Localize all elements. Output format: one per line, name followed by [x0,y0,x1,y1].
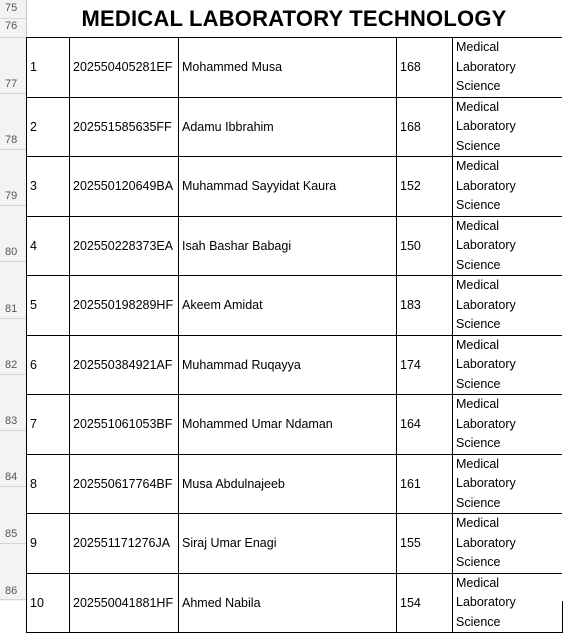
table-row [27,97,563,157]
score-cell[interactable]: 150 [397,216,453,276]
table-row [27,335,563,395]
registration-number-cell[interactable]: 202551171276JA [70,514,179,574]
candidate-name-cell[interactable]: Ahmed Nabila [179,573,397,633]
serial-number-cell[interactable]: 4 [27,216,70,276]
registration-number-cell[interactable]: 202550041881HF [70,573,179,633]
serial-number-cell[interactable]: 8 [27,454,70,514]
score-cell[interactable]: 152 [397,157,453,217]
candidate-name-cell[interactable]: Musa Abdulnajeeb [179,454,397,514]
sheet-title[interactable]: MEDICAL LABORATORY TECHNOLOGY [81,6,507,31]
course-cell[interactable]: Medical Laboratory Science [453,335,563,395]
registration-number-cell[interactable]: 202551061053BF [70,395,179,455]
serial-number-cell[interactable]: 7 [27,395,70,455]
row-header-column [0,0,27,601]
sheet-right-margin [562,0,586,601]
registration-number-cell[interactable]: 202550617764BF [70,454,179,514]
row-divider [0,430,26,431]
table-row [27,454,563,514]
candidate-name-cell[interactable]: Mohammed Umar Ndaman [179,395,397,455]
serial-number-cell[interactable]: 6 [27,335,70,395]
row-header[interactable]: 80 [5,246,18,258]
course-cell[interactable]: Medical Laboratory Science [453,157,563,217]
score-cell[interactable]: 155 [397,514,453,574]
row-header[interactable]: 77 [5,78,18,90]
score-cell[interactable]: 154 [397,573,453,633]
score-cell[interactable]: 168 [397,38,453,98]
row-header[interactable]: 75 [5,2,18,14]
score-cell[interactable]: 164 [397,395,453,455]
registration-number-cell[interactable]: 202550405281EF [70,38,179,98]
registration-number-cell[interactable]: 202550384921AF [70,335,179,395]
row-divider [0,149,26,150]
row-header[interactable]: 83 [5,415,18,427]
table-row [27,157,563,217]
table-row [27,38,563,98]
registration-number-cell[interactable]: 202550198289HF [70,276,179,336]
row-header[interactable]: 85 [5,528,18,540]
course-cell[interactable]: Medical Laboratory Science [453,514,563,574]
registration-number-cell[interactable]: 202550120649BA [70,157,179,217]
table-row [27,276,563,336]
row-divider [0,261,26,262]
row-header[interactable]: 76 [5,20,18,32]
course-cell[interactable]: Medical Laboratory Science [453,573,563,633]
score-cell[interactable]: 183 [397,276,453,336]
candidate-name-cell[interactable]: Mohammed Musa [179,38,397,98]
row-divider [0,318,26,319]
registration-number-cell[interactable]: 202550228373EA [70,216,179,276]
data-table [26,37,563,633]
course-cell[interactable]: Medical Laboratory Science [453,97,563,157]
candidate-name-cell[interactable]: Siraj Umar Enagi [179,514,397,574]
candidate-name-cell[interactable]: Akeem Amidat [179,276,397,336]
serial-number-cell[interactable]: 3 [27,157,70,217]
row-divider [0,18,26,19]
row-divider [0,543,26,544]
score-cell[interactable]: 168 [397,97,453,157]
course-cell[interactable]: Medical Laboratory Science [453,454,563,514]
course-cell[interactable]: Medical Laboratory Science [453,395,563,455]
row-header[interactable]: 78 [5,134,18,146]
serial-number-cell[interactable]: 2 [27,97,70,157]
course-cell[interactable]: Medical Laboratory Science [453,216,563,276]
candidate-name-cell[interactable]: Muhammad Ruqayya [179,335,397,395]
row-header[interactable]: 81 [5,303,18,315]
row-header[interactable]: 79 [5,190,18,202]
table-row [27,395,563,455]
row-divider [0,205,26,206]
course-cell[interactable]: Medical Laboratory Science [453,276,563,336]
table-row [27,573,563,633]
course-cell[interactable]: Medical Laboratory Science [453,38,563,98]
serial-number-cell[interactable]: 10 [27,573,70,633]
candidate-name-cell[interactable]: Adamu Ibbrahim [179,97,397,157]
row-divider [0,37,26,38]
row-header[interactable]: 86 [5,585,18,597]
registration-number-cell[interactable]: 202551585635FF [70,97,179,157]
score-cell[interactable]: 174 [397,335,453,395]
score-cell[interactable]: 161 [397,454,453,514]
serial-number-cell[interactable]: 9 [27,514,70,574]
candidate-name-cell[interactable]: Isah Bashar Babagi [179,216,397,276]
row-divider [0,486,26,487]
row-header[interactable]: 82 [5,359,18,371]
table-row [27,514,563,574]
row-divider [0,599,26,600]
row-header[interactable]: 84 [5,471,18,483]
table-row [27,216,563,276]
serial-number-cell[interactable]: 1 [27,38,70,98]
serial-number-cell[interactable]: 5 [27,276,70,336]
row-divider [0,374,26,375]
row-divider [0,93,26,94]
candidate-name-cell[interactable]: Muhammad Sayyidat Kaura [179,157,397,217]
